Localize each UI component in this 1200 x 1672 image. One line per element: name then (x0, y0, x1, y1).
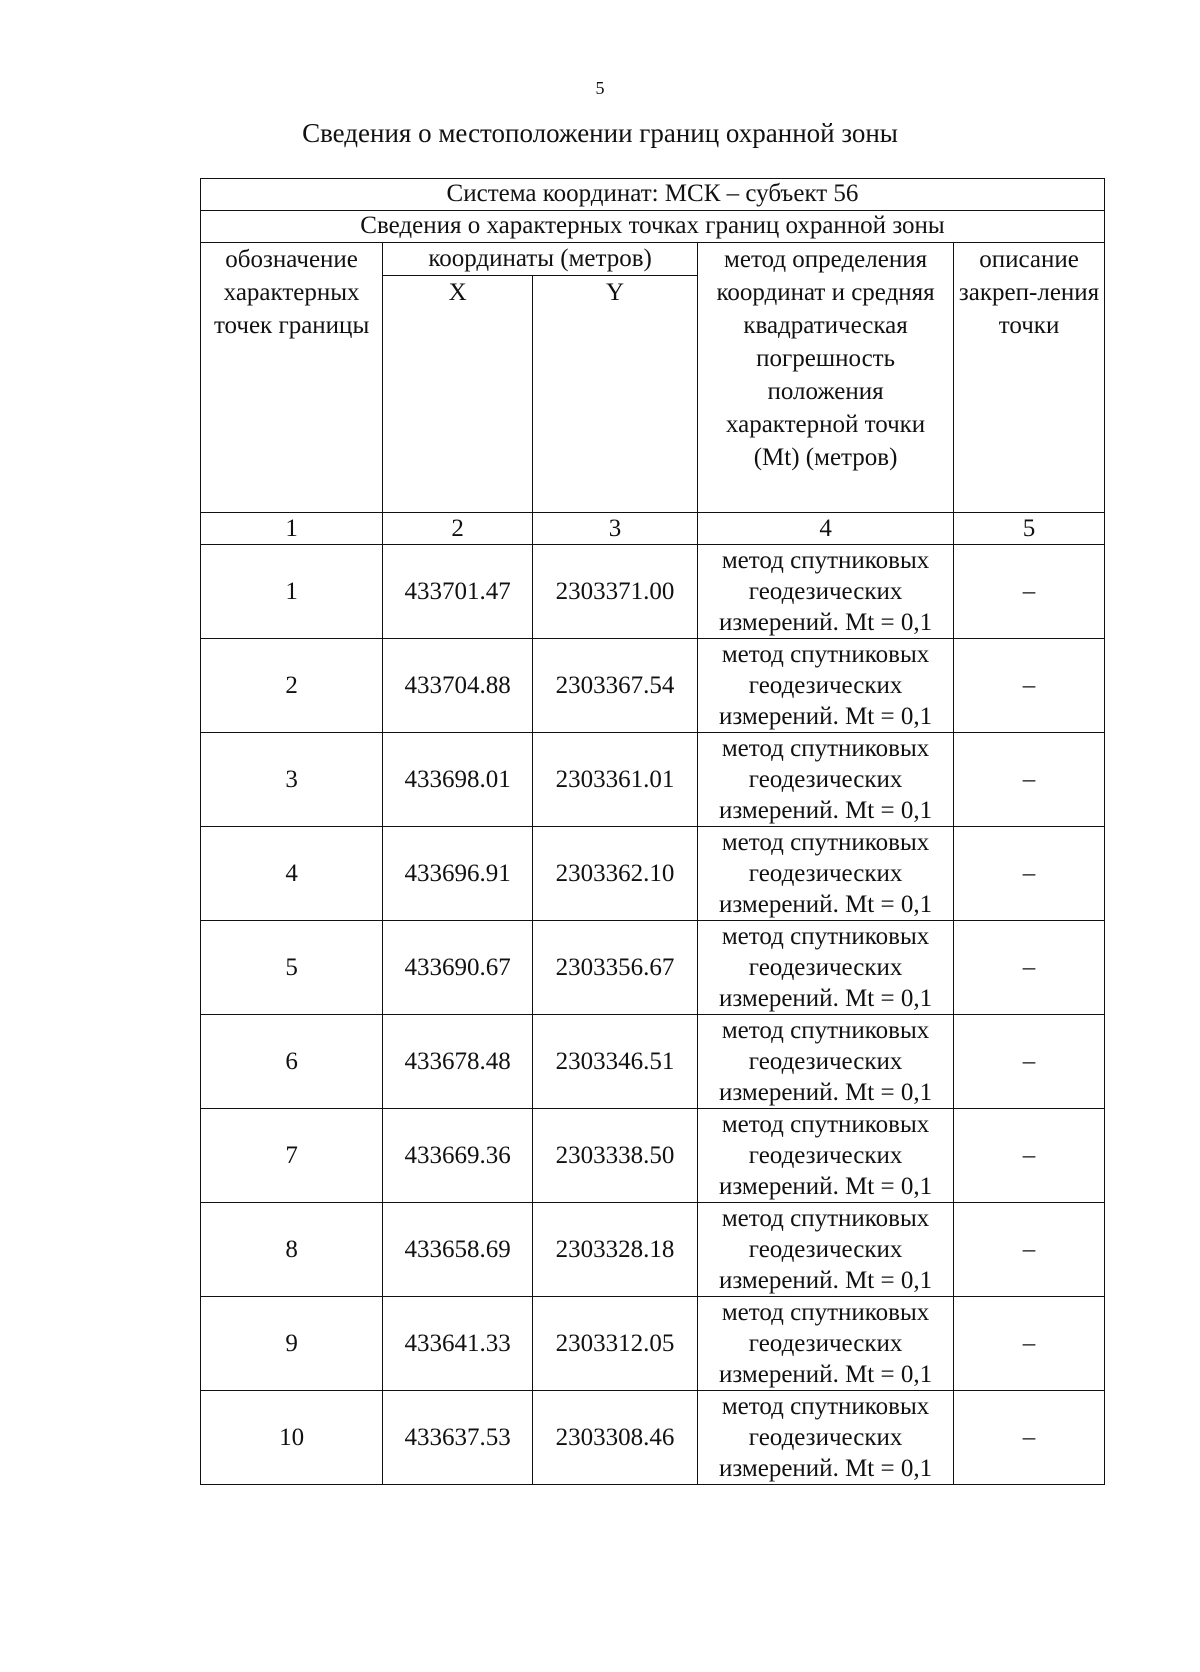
description-cell: – (954, 733, 1105, 827)
x-coordinate-cell: 433698.01 (383, 733, 533, 827)
method-cell: метод спутниковых геодезических измерений. Mt = 0,1 (698, 1297, 954, 1391)
x-coordinate-cell: 433637.53 (383, 1391, 533, 1485)
description-cell: – (954, 1391, 1105, 1485)
document-title: Сведения о местоположении границ охранной зоны (302, 118, 898, 148)
method-header: метод определения координат и средняя квадратическая погрешность положения характерной точки (Mt) (метров) (698, 243, 954, 513)
table-row (201, 1015, 1105, 1109)
description-cell: – (954, 545, 1105, 639)
point-number-cell: 6 (201, 1015, 383, 1109)
table-row (201, 921, 1105, 1015)
description-cell: – (954, 827, 1105, 921)
x-coordinate-cell: 433696.91 (383, 827, 533, 921)
y-coordinate-cell: 2303356.67 (533, 921, 698, 1015)
method-cell: метод спутниковых геодезических измерений. Mt = 0,1 (698, 639, 954, 733)
description-header: описание закреп-ления точки (954, 243, 1105, 513)
point-number-cell: 1 (201, 545, 383, 639)
point-number-cell: 5 (201, 921, 383, 1015)
y-header: Y (533, 276, 698, 513)
table-row (201, 1297, 1105, 1391)
description-cell: – (954, 639, 1105, 733)
point-designation-header: обозначение характерных точек границы (201, 243, 383, 513)
column-number: 5 (954, 513, 1105, 545)
method-cell: метод спутниковых геодезических измерений. Mt = 0,1 (698, 545, 954, 639)
y-coordinate-cell: 2303312.05 (533, 1297, 698, 1391)
y-coordinate-cell: 2303371.00 (533, 545, 698, 639)
column-numbers-row (201, 513, 1105, 545)
column-number: 4 (698, 513, 954, 545)
x-coordinate-cell: 433690.67 (383, 921, 533, 1015)
coordinates-header: координаты (метров) (383, 243, 698, 276)
y-coordinate-cell: 2303367.54 (533, 639, 698, 733)
point-number-cell: 2 (201, 639, 383, 733)
point-number-cell: 9 (201, 1297, 383, 1391)
point-number-cell: 4 (201, 827, 383, 921)
boundary-points-table (200, 178, 1105, 1485)
x-header: X (383, 276, 533, 513)
x-coordinate-cell: 433658.69 (383, 1203, 533, 1297)
method-cell: метод спутниковых геодезических измерений. Mt = 0,1 (698, 733, 954, 827)
point-number-cell: 10 (201, 1391, 383, 1485)
x-coordinate-cell: 433641.33 (383, 1297, 533, 1391)
table-row (201, 1203, 1105, 1297)
column-number: 3 (533, 513, 698, 545)
point-number-cell: 7 (201, 1109, 383, 1203)
y-coordinate-cell: 2303362.10 (533, 827, 698, 921)
column-number: 1 (201, 513, 383, 545)
column-number: 2 (383, 513, 533, 545)
method-cell: метод спутниковых геодезических измерений. Mt = 0,1 (698, 1391, 954, 1485)
table-row (201, 639, 1105, 733)
method-cell: метод спутниковых геодезических измерений. Mt = 0,1 (698, 921, 954, 1015)
table-row (201, 545, 1105, 639)
description-cell: – (954, 1297, 1105, 1391)
y-coordinate-cell: 2303346.51 (533, 1015, 698, 1109)
page-number: 5 (595, 78, 605, 98)
description-cell: – (954, 1015, 1105, 1109)
y-coordinate-cell: 2303338.50 (533, 1109, 698, 1203)
description-cell: – (954, 921, 1105, 1015)
x-coordinate-cell: 433669.36 (383, 1109, 533, 1203)
x-coordinate-cell: 433701.47 (383, 545, 533, 639)
table-row (201, 1391, 1105, 1485)
point-number-cell: 8 (201, 1203, 383, 1297)
table-row (201, 827, 1105, 921)
section-title-header: Сведения о характерных точках границ охранной зоны (201, 211, 1105, 243)
method-cell: метод спутниковых геодезических измерений. Mt = 0,1 (698, 1203, 954, 1297)
table-row (201, 1109, 1105, 1203)
description-cell: – (954, 1109, 1105, 1203)
y-coordinate-cell: 2303361.01 (533, 733, 698, 827)
x-coordinate-cell: 433704.88 (383, 639, 533, 733)
method-cell: метод спутниковых геодезических измерений. Mt = 0,1 (698, 827, 954, 921)
coordinate-system-header: Система координат: МСК – субъект 56 (201, 179, 1105, 211)
point-number-cell: 3 (201, 733, 383, 827)
table-row (201, 733, 1105, 827)
y-coordinate-cell: 2303308.46 (533, 1391, 698, 1485)
method-cell: метод спутниковых геодезических измерений. Mt = 0,1 (698, 1109, 954, 1203)
x-coordinate-cell: 433678.48 (383, 1015, 533, 1109)
y-coordinate-cell: 2303328.18 (533, 1203, 698, 1297)
method-cell: метод спутниковых геодезических измерений. Mt = 0,1 (698, 1015, 954, 1109)
description-cell: – (954, 1203, 1105, 1297)
